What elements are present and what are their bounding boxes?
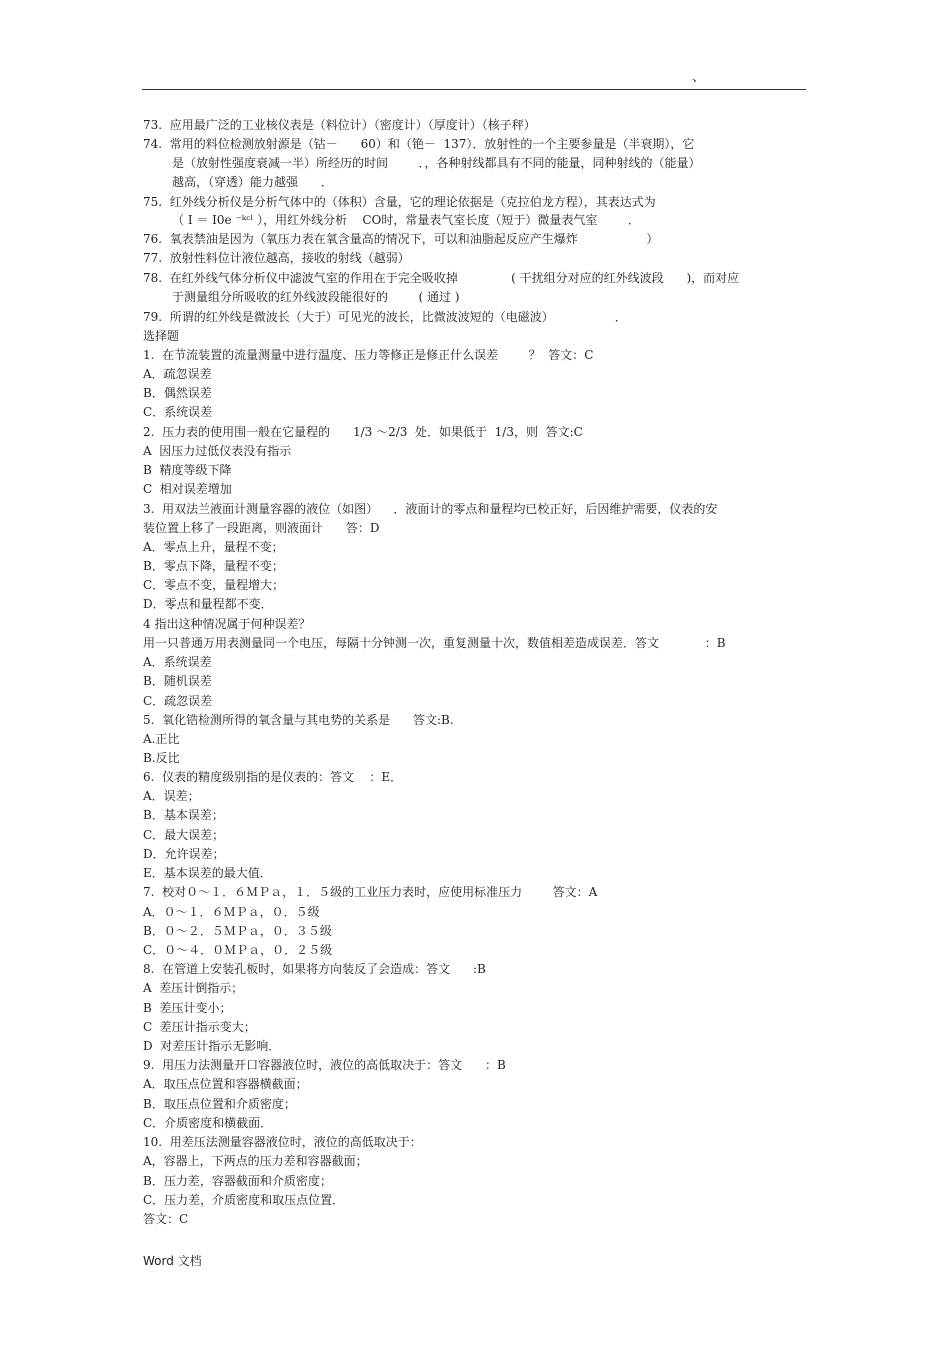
text-line: 答文：C: [143, 1212, 189, 1226]
text-line: 74. 常用的料位检测放射源是（钴－ 60）和（铯－ 137）．放射性的一个主要参量是（半衰期），它: [143, 137, 695, 151]
text-line: A 因压力过低仪表没有指示: [143, 444, 292, 458]
text-line: A，容器上，下两点的压力差和容器截面；: [143, 1154, 368, 1168]
text-line: C．压力差，介质密度和取压点位置．: [143, 1193, 345, 1207]
text-line: B．基本误差；: [143, 808, 224, 822]
text-line: 8. 在管道上安装孔板时，如果将方向装反了会造成：答文 :B: [143, 962, 486, 976]
text-line: 9. 用压力法测量开口容器液位时，液位的高低取决于：答文 ：B: [143, 1058, 506, 1072]
text-line: 3. 用双法兰液面计测量容器的液位（如图） ．液面计的零点和量程均已校正好，后因维护需要，仪表的安: [143, 502, 718, 516]
text-line: C．最大误差；: [143, 828, 225, 842]
text-line: A．零点上升，量程不变；: [143, 540, 284, 554]
text-line: 77. 放射性料位计液位越高，接收的射线（越弱）: [143, 251, 410, 265]
text-line: B.反比: [143, 751, 180, 765]
text-line: C．疏忽误差: [143, 694, 213, 708]
text-line: B 精度等级下降: [143, 463, 232, 477]
text-line: D．零点和量程都不变．: [143, 597, 273, 611]
text-line: 5. 氧化锆检测所得的氧含量与其电势的关系是 答文:B.: [143, 713, 454, 727]
text-line: 4 指出这种情况属于何种误差？: [143, 617, 311, 631]
text-line: （ I ＝ I0e ⁻ᵏᶜˡ ），用红外线分析 CO时，常量表气室长度（短于）微量表气室 ．: [172, 213, 640, 227]
text-line: 10. 用差压法测量容器液位时，液位的高低取决于：: [143, 1135, 422, 1149]
text-line: A 差压计倒指示；: [143, 981, 244, 995]
text-line: 用一只普通万用表测量同一个电压，每隔十分钟测一次，重复测量十次，数值相差造成误差．答文 ：B: [143, 636, 726, 650]
text-line: 78. 在红外线气体分析仪中滤波气室的作用在于完全吸收掉 ( 干扰组分对应的红外线波段 )，而对应: [143, 271, 740, 285]
text-line: A．系统误差: [143, 655, 212, 669]
text-line: C．零点不变，量程增大；: [143, 578, 285, 592]
text-line: A．疏忽误差: [143, 367, 212, 381]
text-line: 6. 仪表的精度级别指的是仪表的：答文 ：E．: [143, 770, 403, 784]
section-title: 选择题: [143, 329, 180, 343]
text-line: D 对差压计指示无影响．: [143, 1039, 281, 1053]
text-line: 79. 所谓的红外线是微波长（大于）可见光的波长，比微波波短的（电磁波） ．: [143, 310, 627, 324]
text-line: C 相对误差增加: [143, 482, 232, 496]
footer-label: Word 文档: [143, 1254, 202, 1268]
text-line: 73. 应用最广泛的工业核仪表是（料位计）（密度计）（厚度计）（核子秤）: [143, 118, 536, 132]
text-line: 是（放射性强度衰减一半）所经历的时间 ．，各种射线都具有不同的能量，同种射线的（能量）: [172, 156, 701, 170]
text-line: 装位置上移了一段距离，则液面计 答：D: [143, 521, 380, 535]
text-line: B．零点下降，量程不变；: [143, 559, 284, 573]
text-line: B．偶然误差: [143, 386, 212, 400]
text-line: 1. 在节流装置的流量测量中进行温度、压力等修正是修正什么误差 ？ 答文：C: [143, 348, 594, 362]
text-line: 2. 压力表的使用围一般在它量程的 1/3 ～2/3 处．如果低于 1/3，则 答文:C: [143, 425, 583, 439]
text-line: B．随机误差: [143, 674, 212, 688]
text-line: A.正比: [143, 732, 180, 746]
text-line: A．取压点位置和容器横截面；: [143, 1077, 308, 1091]
text-line: C．０～４．０ＭＰａ，０．２５级: [143, 943, 333, 957]
text-line: B．压力差，容器截面和介质密度；: [143, 1174, 332, 1188]
text-line: D．允许误差；: [143, 847, 225, 861]
text-line: 越高，（穿透）能力越强 ．: [172, 175, 333, 189]
text-line: C 差压计指示变大；: [143, 1020, 256, 1034]
text-line: B．取压点位置和介质密度；: [143, 1097, 296, 1111]
text-line: B 差压计变小；: [143, 1001, 232, 1015]
text-line: 76. 氧表禁油是因为（氧压力表在氧含量高的情况下，可以和油脂起反应产生爆炸 ）: [143, 232, 659, 246]
text-line: A．０～１．６ＭＰａ，０．５级: [143, 905, 320, 919]
header-mark: 、: [692, 70, 706, 85]
text-line: 7. 校对０～１．６ＭＰａ，１．５级的工业压力表时，应使用标准压力 答文：A: [143, 885, 598, 899]
text-line: A．误差；: [143, 789, 200, 803]
text-line: B．０～２．５ＭＰａ，０．３５级: [143, 924, 332, 938]
text-line: 于测量组分所吸收的红外线波段能很好的 ( 通过 ): [172, 290, 460, 304]
text-line: C．介质密度和横截面．: [143, 1116, 273, 1130]
header-rule: [142, 89, 806, 90]
text-line: 75. 红外线分析仪是分析气体中的（体积）含量，它的理论依据是（克拉伯龙方程），其表达式为: [143, 195, 656, 209]
text-line: E．基本误差的最大值．: [143, 866, 272, 880]
text-line: C．系统误差: [143, 405, 213, 419]
